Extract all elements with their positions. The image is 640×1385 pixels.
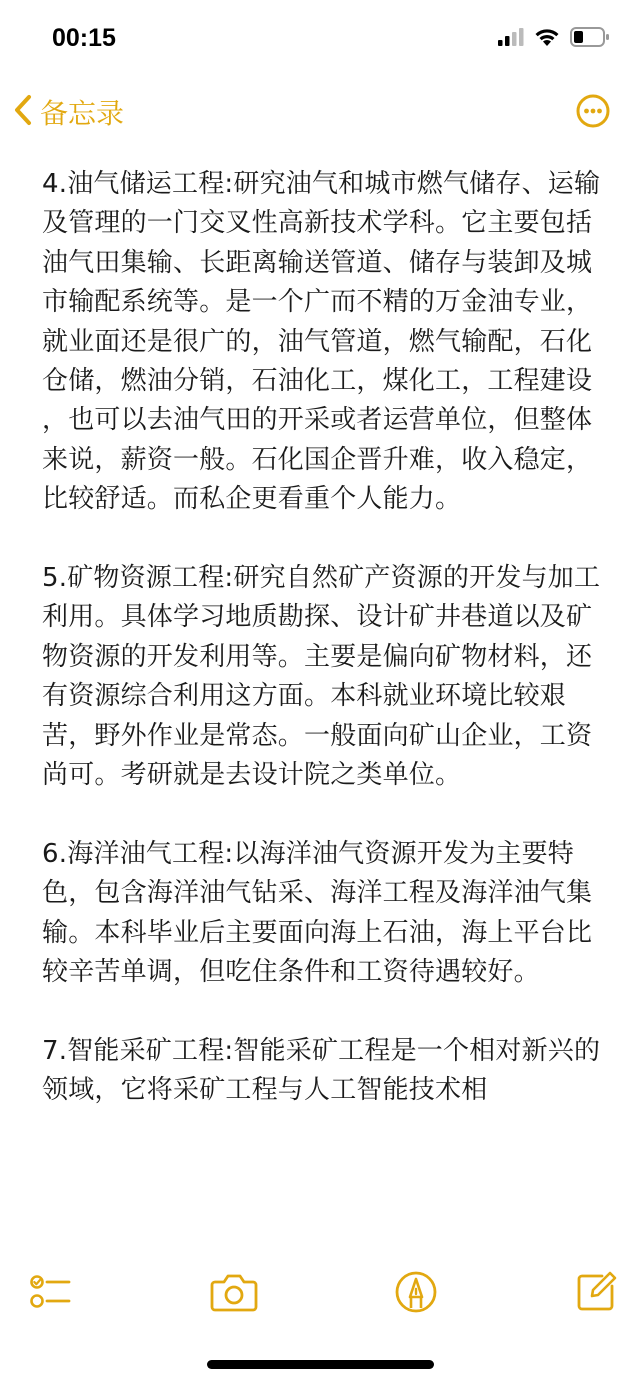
battery-icon (570, 27, 610, 51)
note-paragraph: 4.油气储运工程:研究油气和城市燃气储存、运输及管理的一门交叉性高新技术学科。它主要包括油气田集输、长距离输送管道、储存与装卸及城市输配系统等。是一个广而不精的万金油专业，就业面还是很广的，油气管道，燃气输配，石化仓储，燃油分销，石油化工，煤化工，工程建设 ，也可以去油气田的开采或者运营单位，但整体来说，薪资一般。石化国企晋升难，收入稳定，比较舒适。而私企更看重个人能力。 (42, 169, 601, 515)
home-indicator[interactable] (207, 1360, 434, 1369)
markup-button[interactable] (392, 1268, 442, 1318)
camera-icon (209, 1301, 259, 1320)
ellipsis-circle-icon (576, 113, 610, 132)
note-paragraph: 5.矿物资源工程:研究自然矿产资源的开发与加工利用。具体学习地质勘探、设计矿井巷道以及矿物资源的开发利用等。主要是偏向矿物材料，还有资源综合利用这方面。本科就业环境比较艰苦，野外作业是常态。一般面向矿山企业，工资尚可。考研就是去设计院之类单位。 (42, 563, 601, 791)
checklist-button[interactable] (28, 1268, 78, 1318)
status-bar (0, 0, 640, 80)
compose-button[interactable] (572, 1268, 622, 1318)
more-button[interactable] (576, 94, 610, 128)
note-body[interactable] (42, 165, 602, 1150)
wifi-icon (534, 27, 560, 51)
nav-bar (0, 82, 640, 144)
chevron-left-icon (12, 93, 34, 131)
compose-icon (572, 1301, 620, 1320)
status-time: 00:15 (52, 24, 116, 52)
back-label: 备忘录 (40, 97, 125, 130)
bottom-toolbar (0, 1268, 640, 1328)
status-icons (498, 27, 610, 51)
checklist-icon (28, 1301, 76, 1320)
camera-button[interactable] (209, 1268, 259, 1318)
note-paragraph: 6.海洋油气工程:以海洋油气资源开发为主要特色，包含海洋油气钻采、海洋工程及海洋油气集输。本科毕业后主要面向海上石油，海上平台比较辛苦单调，但吃住条件和工资待遇较好。 (42, 838, 593, 988)
note-paragraph: 7.智能采矿工程:智能采矿工程是一个相对新兴的领域，它将采矿工程与人工智能技术相 (42, 1035, 601, 1106)
back-button[interactable] (12, 92, 124, 132)
markup-pen-icon (392, 1301, 440, 1320)
cellular-signal-icon (498, 28, 524, 50)
